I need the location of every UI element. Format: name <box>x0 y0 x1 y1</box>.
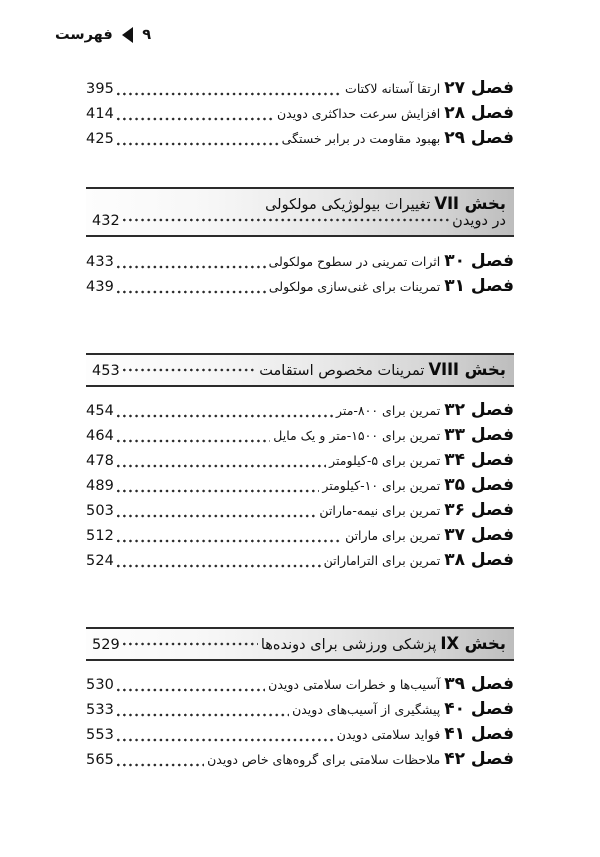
chapter-number: فصل ۳۰ <box>444 251 514 271</box>
part-banner-line-2 <box>92 213 506 229</box>
chapter-title: آسیب‌ها و خطرات سلامتی دویدن <box>268 677 441 692</box>
chapter-page-number: 395 <box>86 81 114 97</box>
chapter-title: فواید سلامتی دویدن <box>336 727 441 742</box>
spacer <box>86 661 514 674</box>
chapter-title: تمرین برای نیمه-ماراتن <box>319 503 441 518</box>
chapter-page-number: 512 <box>86 528 114 544</box>
chapter-number: فصل ۳۷ <box>444 525 514 545</box>
chapter-page-number: 433 <box>86 254 114 270</box>
toc-chapter-row[interactable] <box>86 103 514 128</box>
dot-leader <box>117 735 334 745</box>
chapter-label <box>269 251 514 271</box>
chapter-label <box>336 400 514 420</box>
part-banner-line-1 <box>92 634 506 653</box>
dot-leader <box>117 436 270 446</box>
chapter-number: فصل ۳۵ <box>444 475 514 495</box>
part-label <box>261 634 506 653</box>
chapter-title: تمرین برای ماراتن <box>345 528 441 543</box>
left-triangle-icon <box>122 27 133 43</box>
chapter-label <box>269 276 514 296</box>
toc-part-banner[interactable] <box>86 187 514 237</box>
toc-chapter-row[interactable] <box>86 251 514 276</box>
chapter-number: فصل ۳۱ <box>444 276 514 296</box>
dot-leader <box>117 685 265 695</box>
chapter-number: فصل ۳۲ <box>444 400 514 420</box>
toc-chapter-row[interactable] <box>86 749 514 774</box>
spacer <box>86 575 514 627</box>
chapter-page-number: 464 <box>86 428 114 444</box>
chapter-title: تمرین برای ۸۰۰-متر <box>336 403 441 418</box>
chapter-title: افزایش سرعت حداکثری دویدن <box>277 106 441 121</box>
chapter-label <box>345 525 514 545</box>
part-title: پزشکی ورزشی برای دونده‌ها <box>260 637 437 653</box>
spacer <box>86 301 514 353</box>
chapter-page-number: 439 <box>86 279 114 295</box>
chapter-page-number: 414 <box>86 106 114 122</box>
part-title-continued: در دویدن <box>452 213 506 229</box>
part-label <box>265 194 506 213</box>
dot-leader <box>117 710 289 720</box>
chapter-page-number: 524 <box>86 553 114 569</box>
chapter-number: فصل ۳۶ <box>444 500 514 520</box>
toc-chapter-row[interactable] <box>86 525 514 550</box>
chapter-label <box>329 450 514 470</box>
part-number: بخش IX <box>440 634 506 653</box>
chapter-label <box>273 425 514 445</box>
dot-leader <box>117 461 326 471</box>
toc-chapter-row[interactable] <box>86 674 514 699</box>
spacer <box>86 387 514 400</box>
chapter-title: تمرین برای التراماراتن <box>323 553 441 568</box>
chapter-page-number: 478 <box>86 453 114 469</box>
chapter-label <box>337 724 514 744</box>
chapter-label <box>268 674 514 694</box>
chapter-label <box>292 699 514 719</box>
chapter-page-number: 565 <box>86 752 114 768</box>
part-title: تمرینات مخصوص استقامت <box>259 363 425 379</box>
chapter-page-number: 454 <box>86 403 114 419</box>
part-number: بخش VII <box>434 194 506 213</box>
part-page-number: 453 <box>92 363 120 379</box>
chapter-number: فصل ۲۹ <box>444 128 514 148</box>
chapter-number: فصل ۴۱ <box>444 724 514 744</box>
chapter-title: تمرین برای ۱۵۰۰-متر و یک مایل <box>273 428 441 443</box>
table-of-contents <box>86 78 514 774</box>
part-page-number: 529 <box>92 637 120 653</box>
toc-chapter-row[interactable] <box>86 400 514 425</box>
dot-leader <box>117 287 266 297</box>
chapter-title: تمرینات برای غنی‌سازی مولکولی <box>268 279 441 294</box>
toc-group-chapters <box>86 78 514 153</box>
chapter-number: فصل ۲۸ <box>444 103 514 123</box>
chapter-title: تمرین برای ۱۰-کیلومتر <box>322 478 441 493</box>
part-page-number: 432 <box>92 213 120 229</box>
dot-leader <box>117 536 342 546</box>
toc-group-chapters <box>86 251 514 301</box>
toc-chapter-row[interactable] <box>86 78 514 103</box>
chapter-number: فصل ۳۴ <box>444 450 514 470</box>
toc-chapter-row[interactable] <box>86 724 514 749</box>
toc-group-chapters <box>86 400 514 575</box>
toc-chapter-row[interactable] <box>86 276 514 301</box>
chapter-title: تمرین برای ۵-کیلومتر <box>329 453 441 468</box>
chapter-number: فصل ۴۰ <box>444 699 514 719</box>
chapter-number: فصل ۳۳ <box>444 425 514 445</box>
dot-leader <box>117 411 333 421</box>
chapter-number: فصل ۴۲ <box>444 749 514 769</box>
dot-leader <box>117 114 274 124</box>
part-title: تغییرات بیولوژیکی مولکولی <box>265 197 431 213</box>
chapter-title: ملاحظات سلامتی برای گروه‌های خاص دویدن <box>207 752 441 767</box>
toc-chapter-row[interactable] <box>86 128 514 153</box>
spacer <box>86 153 514 187</box>
part-label <box>259 360 506 379</box>
toc-part-banner[interactable] <box>86 353 514 387</box>
dot-leader <box>117 511 316 521</box>
dot-leader <box>123 639 258 649</box>
chapter-label <box>324 550 514 570</box>
part-banner-line-1 <box>92 194 506 213</box>
chapter-label <box>345 78 514 98</box>
chapter-label <box>319 500 514 520</box>
toc-chapter-row[interactable] <box>86 475 514 500</box>
dot-leader <box>117 262 266 272</box>
toc-chapter-row[interactable] <box>86 450 514 475</box>
chapter-page-number: 503 <box>86 503 114 519</box>
toc-chapter-row[interactable] <box>86 425 514 450</box>
chapter-label <box>207 749 514 769</box>
chapter-number: فصل ۲۷ <box>444 78 514 98</box>
toc-group-chapters <box>86 674 514 774</box>
dot-leader <box>117 89 342 99</box>
running-head-label: فهرست <box>55 27 113 43</box>
dot-leader <box>117 561 321 571</box>
chapter-page-number: 533 <box>86 702 114 718</box>
spacer <box>86 237 514 251</box>
chapter-number: فصل ۳۸ <box>444 550 514 570</box>
toc-part-banner[interactable] <box>86 627 514 661</box>
dot-leader <box>117 139 279 149</box>
dot-leader <box>123 365 257 375</box>
chapter-title: ارتقا آستانه لاکتات <box>345 81 441 96</box>
chapter-page-number: 489 <box>86 478 114 494</box>
chapter-label <box>277 103 514 123</box>
chapter-label <box>322 475 514 495</box>
part-number: بخش VIII <box>428 360 506 379</box>
chapter-title: پیشگیری از آسیب‌های دویدن <box>292 702 441 717</box>
chapter-page-number: 425 <box>86 131 114 147</box>
part-banner-line-1 <box>92 360 506 379</box>
chapter-title: اثرات تمرینی در سطوح مولکولی <box>268 254 441 269</box>
chapter-label <box>282 128 514 148</box>
running-head <box>0 22 600 48</box>
chapter-number: فصل ۳۹ <box>444 674 514 694</box>
running-head-inner <box>55 27 152 43</box>
chapter-title: بهبود مقاومت در برابر خستگی <box>281 131 441 146</box>
toc-chapter-row[interactable] <box>86 500 514 525</box>
toc-chapter-row[interactable] <box>86 699 514 724</box>
page-folio-number: ۹ <box>142 27 152 43</box>
chapter-page-number: 530 <box>86 677 114 693</box>
dot-leader <box>123 215 449 225</box>
toc-chapter-row[interactable] <box>86 550 514 575</box>
dot-leader <box>117 486 319 496</box>
dot-leader <box>117 760 204 770</box>
chapter-page-number: 553 <box>86 727 114 743</box>
